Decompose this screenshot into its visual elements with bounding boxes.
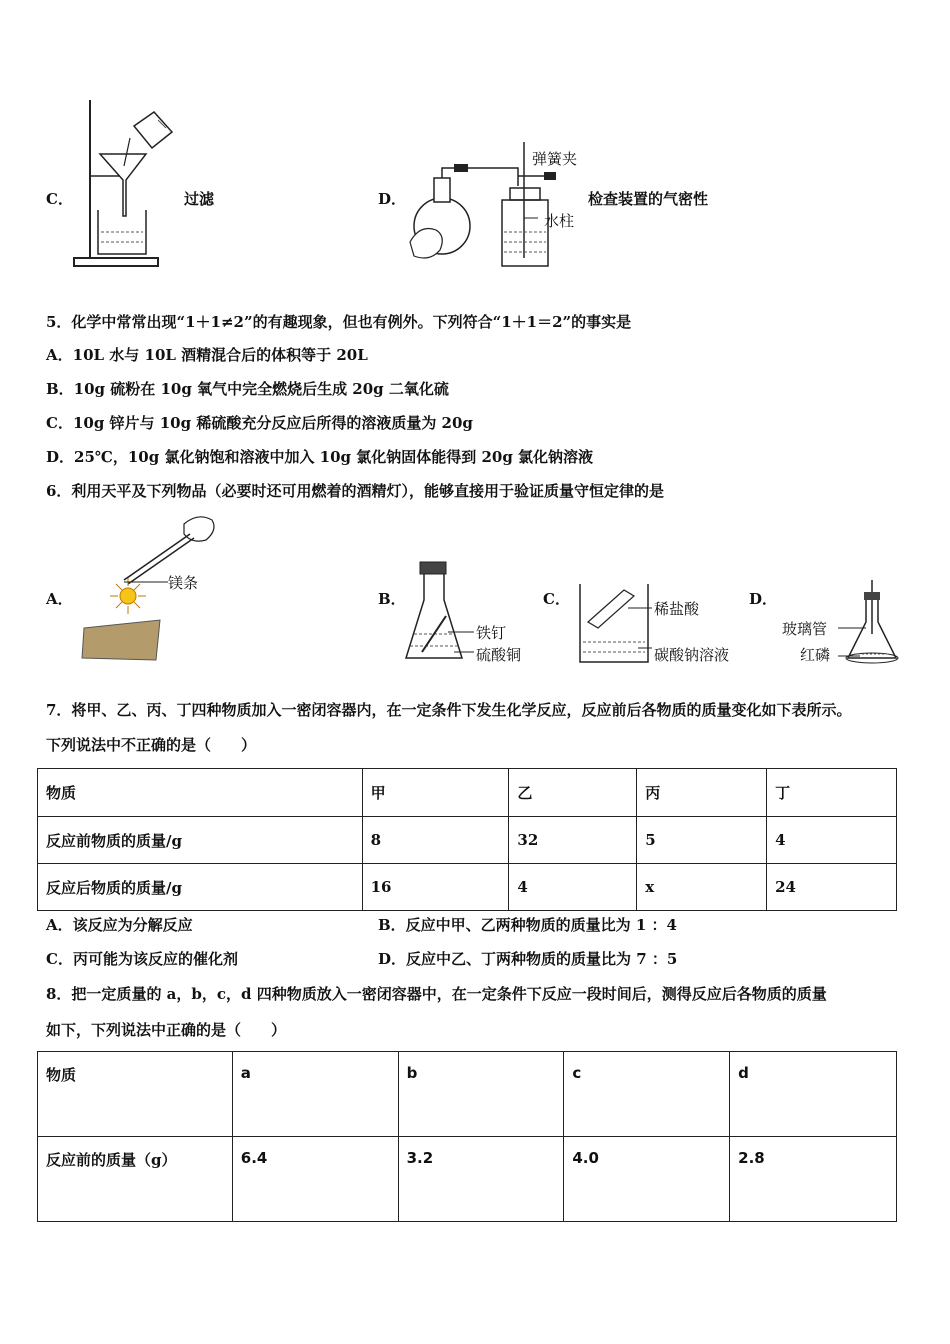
table-header-cell: 物质 (38, 769, 363, 817)
table-cell: 4 (509, 864, 637, 911)
table-cell: 反应前物质的质量/g (38, 817, 363, 864)
q5-option-c: C．10g 锌片与 10g 稀硫酸充分反应后所得的溶液质量为 20g (46, 414, 473, 432)
magnesium-burning-figure (80, 510, 240, 662)
glass-tube-label: 玻璃管 (782, 620, 828, 638)
q6-option-c-label: C． (543, 590, 570, 608)
q8-table (37, 1051, 897, 1222)
table-cell: 反应后物质的质量/g (38, 864, 363, 911)
table-cell: 反应前的质量（g） (38, 1137, 233, 1222)
q4-option-d-text: 检查装置的气密性 (588, 190, 709, 208)
table-cell: 4.0 (564, 1137, 730, 1222)
sodium-carbonate-label: 碳酸钠溶液 (654, 646, 730, 664)
table-header-cell: 丙 (637, 769, 767, 817)
q5-option-b: B．10g 硫粉在 10g 氧气中完全燃烧后生成 20g 二氧化硫 (46, 380, 449, 398)
q4-option-c-text: 过滤 (184, 190, 215, 208)
table-header-cell: a (232, 1052, 398, 1137)
q5-option-a: A．10L 水与 10L 酒精混合后的体积等于 20L (46, 346, 368, 364)
q7-option-d: D．反应中乙、丁两种物质的质量比为 7 ：5 (378, 950, 678, 968)
table-header-cell: b (398, 1052, 564, 1137)
magnesium-label: 镁条 (168, 574, 199, 592)
table-header-cell: 物质 (38, 1052, 233, 1137)
acid-carbonate-beaker-figure (578, 582, 753, 668)
q5-option-d: D．25℃，10g 氯化钠饱和溶液中加入 10g 氯化钠固体能得到 20g 氯化钠溶液 (46, 448, 594, 466)
table-header-cell: d (730, 1052, 897, 1137)
table-row (38, 817, 897, 864)
table-cell: 2.8 (730, 1137, 897, 1222)
table-header-cell: c (564, 1052, 730, 1137)
filtration-figure (68, 98, 168, 273)
red-phosphorus-label: 红磷 (800, 646, 831, 664)
q7-stem-line1: 7．将甲、乙、丙、丁四种物质加入一密闭容器内，在一定条件下发生化学反应，反应前后各物质的质量变化如下表所示。 (46, 701, 852, 719)
table-cell: 3.2 (398, 1137, 564, 1222)
table-cell: 16 (362, 864, 509, 911)
table-header-cell: 乙 (509, 769, 637, 817)
table-header-row (38, 769, 897, 817)
q4-option-d-label: D． (378, 190, 407, 208)
table-cell: 32 (509, 817, 637, 864)
q7-option-a: A．该反应为分解反应 (46, 916, 193, 934)
table-header-row (38, 1052, 897, 1137)
q8-stem-line2: 如下，下列说法中正确的是（ ） (46, 1021, 287, 1039)
table-cell: x (637, 864, 767, 911)
q6-option-d-label: D． (749, 590, 778, 608)
q6-option-a-label: A． (46, 590, 73, 608)
table-row (38, 1137, 897, 1222)
q7-option-b: B．反应中甲、乙两种物质的质量比为 1 ：4 (378, 916, 677, 934)
q4-option-c-label: C． (46, 190, 73, 208)
q7-option-c: C．丙可能为该反应的催化剂 (46, 950, 238, 968)
water-column-label: 水柱 (544, 212, 575, 230)
iron-nail-flask-figure (404, 560, 544, 665)
clip-label: 弹簧夹 (532, 150, 578, 168)
iron-nail-label: 铁钉 (476, 624, 507, 642)
table-cell: 6.4 (232, 1137, 398, 1222)
q7-stem-line2: 下列说法中不正确的是（ ） (46, 736, 257, 754)
table-header-cell: 丁 (767, 769, 897, 817)
table-cell: 24 (767, 864, 897, 911)
table-row (38, 864, 897, 911)
hcl-label: 稀盐酸 (654, 600, 700, 618)
table-cell: 5 (637, 817, 767, 864)
airtightness-figure (406, 138, 586, 273)
q6-option-b-label: B． (378, 590, 406, 608)
q7-table (37, 768, 897, 911)
red-phosphorus-flask-figure (780, 578, 920, 666)
q6-stem: 6．利用天平及下列物品（必要时还可用燃着的酒精灯），能够直接用于验证质量守恒定律的是 (46, 482, 664, 500)
table-cell: 4 (767, 817, 897, 864)
q8-stem-line1: 8．把一定质量的 a，b，c，d 四种物质放入一密闭容器中，在一定条件下反应一段时间后，测得反应后各物质的质量 (46, 985, 827, 1003)
q5-stem: 5．化学中常常出现“1＋1≠2”的有趣现象，但也有例外。下列符合“1＋1＝2”的事实是 (46, 313, 632, 331)
table-cell: 8 (362, 817, 509, 864)
table-header-cell: 甲 (362, 769, 509, 817)
copper-sulfate-label: 硫酸铜 (476, 646, 522, 664)
